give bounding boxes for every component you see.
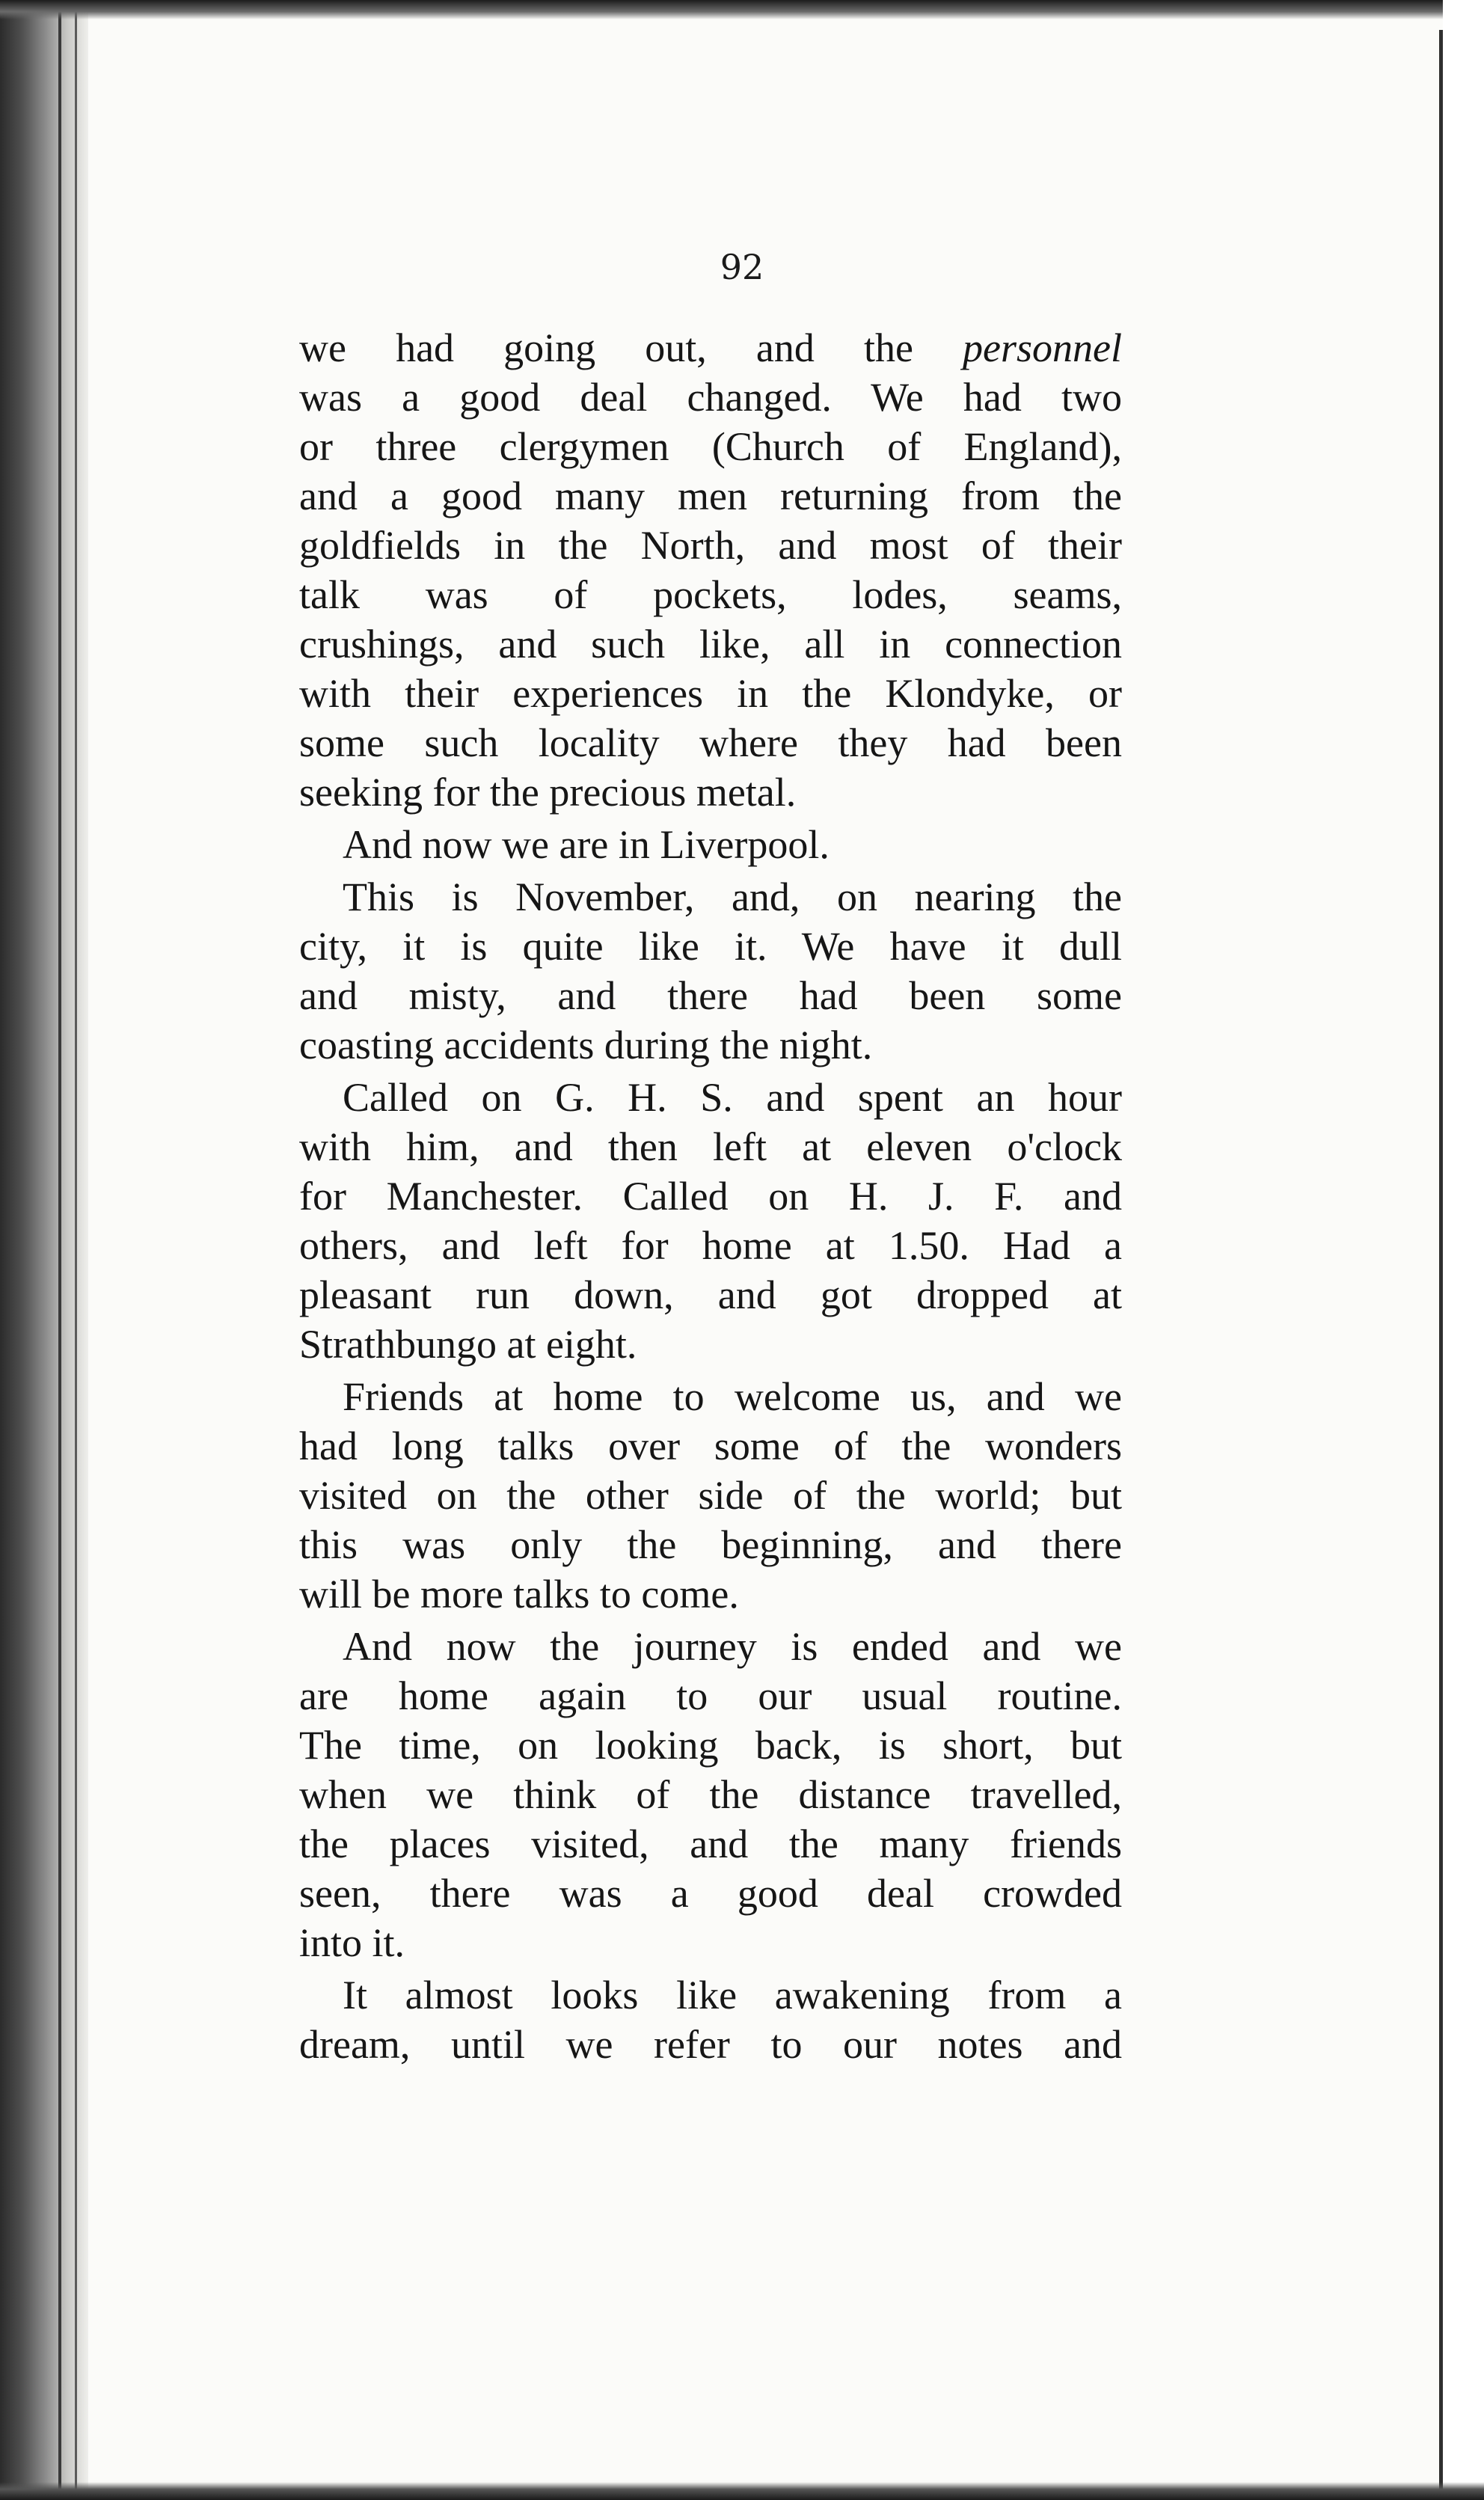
right-scan-margin [1443, 0, 1484, 2500]
text-line: had long talks over some of the wonders [299, 1424, 1122, 1468]
top-scan-edge [0, 0, 1484, 19]
text-line: when we think of the distance travelled, [299, 1772, 1122, 1817]
text-line: coasting accidents during the night. [299, 1023, 873, 1067]
text-line: It almost looks like awakening from a [343, 1973, 1122, 2018]
text-line: some such locality where they had been [299, 720, 1122, 765]
bottom-scan-edge [0, 2482, 1484, 2500]
text-line: And now the journey is ended and we [343, 1624, 1122, 1669]
text-line: will be more talks to come. [299, 1572, 739, 1617]
text-line: and misty, and there had been some [299, 973, 1122, 1018]
text-line: into it. [299, 1920, 405, 1965]
text-line: Friends at home to welcome us, and we [343, 1374, 1122, 1419]
text-line: and a good many men returning from the [299, 474, 1122, 518]
text-line: goldfields in the North, and most of their [299, 523, 1122, 568]
body-text [299, 323, 1122, 2069]
text-line: with their experiences in the Klondyke, or [299, 671, 1122, 716]
text-line: was a good deal changed. We had two [299, 375, 1122, 420]
text-line: or three clergymen (Church of England), [299, 424, 1122, 469]
text-line: talk was of pockets, lodes, seams, [299, 572, 1122, 617]
italic-word: personnel [963, 325, 1122, 370]
text-line: this was only the beginning, and there [299, 1522, 1122, 1567]
text-line: with him, and then left at eleven o'clock [299, 1124, 1122, 1169]
page-number: 92 [720, 247, 764, 287]
text-line: seen, there was a good deal crowded [299, 1871, 1122, 1916]
text-line: are home again to our usual routine. [299, 1673, 1122, 1718]
text-line: And now we are in Liverpool. [343, 822, 830, 867]
text-line: Strathbungo at eight. [299, 1322, 637, 1367]
text-line: seeking for the precious metal. [299, 770, 797, 815]
text-line: we had going out, and the personnel [299, 325, 1122, 370]
text-line: dream, until we refer to our notes and [299, 2022, 1122, 2067]
text-line: others, and left for home at 1.50. Had a [299, 1223, 1122, 1268]
text-line: pleasant run down, and got dropped at [299, 1272, 1122, 1317]
binding-edge-line [58, 0, 61, 2500]
text-line: crushings, and such like, all in connection [299, 622, 1122, 667]
text-line: city, it is quite like it. We have it dull [299, 924, 1122, 969]
binding-edge-line [75, 0, 77, 2500]
text-line: The time, on looking back, is short, but [299, 1723, 1122, 1768]
text-line: This is November, and, on nearing the [343, 874, 1122, 919]
text-line: for Manchester. Called on H. J. F. and [299, 1174, 1122, 1219]
text-line: Called on G. H. S. and spent an hour [343, 1075, 1122, 1120]
text-line: visited on the other side of the world; but [299, 1473, 1122, 1518]
text-line: the places visited, and the many friends [299, 1822, 1122, 1866]
